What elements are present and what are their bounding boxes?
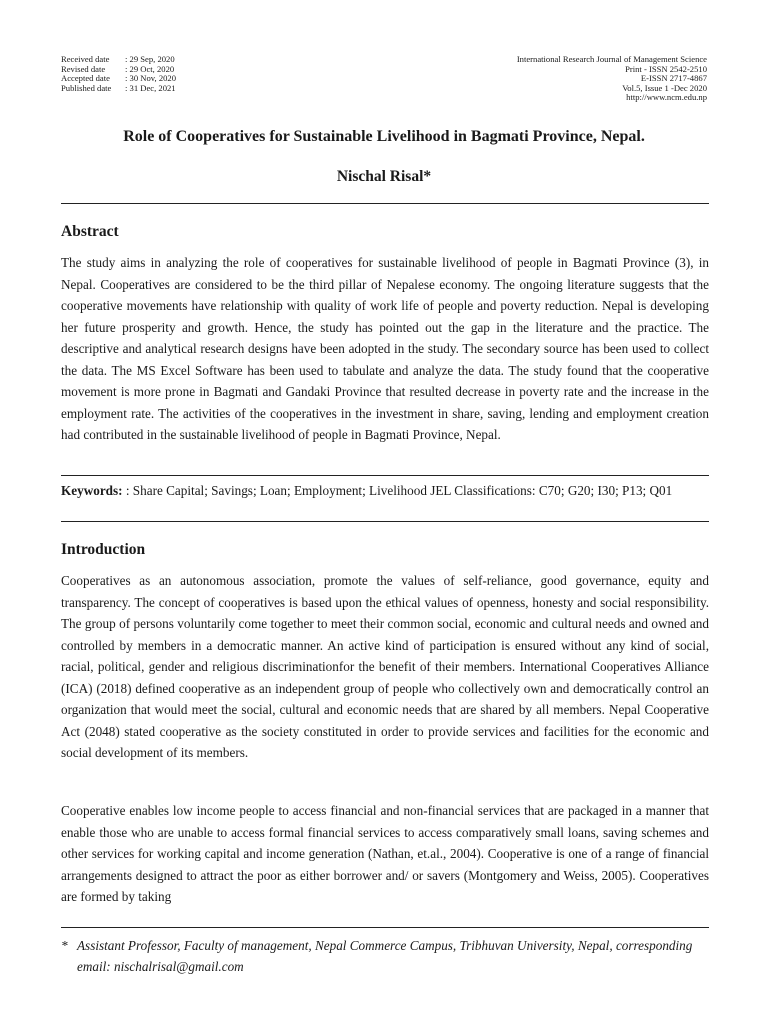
e-issn: E-ISSN 2717-4867: [640, 73, 707, 84]
introduction-heading: Introduction: [61, 541, 146, 558]
footnote-mark: *: [61, 938, 68, 953]
keywords-label: Keywords:: [61, 483, 123, 498]
print-issn: Print - ISSN 2542-2510: [625, 63, 707, 74]
keywords-bottom-rule: [61, 521, 709, 522]
footnote-divider: [61, 927, 709, 928]
accepted-date-row: Accepted date : 30 Nov, 2020: [61, 73, 177, 84]
keywords-top-rule: [61, 475, 709, 476]
journal-info: [517, 55, 707, 103]
revised-date-row: Revised date : 29 Oct, 2020: [61, 63, 175, 74]
abstract-heading: Abstract: [61, 223, 119, 240]
journal-url[interactable]: http://www.ncm.edu.np: [626, 92, 707, 103]
keywords-list: : Share Capital; Savings; Loan; Employment; Livelihood JEL Classifications: C70; G20; I30; P13; Q01: [122, 483, 673, 498]
footnote-text: Assistant Professor, Faculty of management, Nepal Commerce Campus, Tribhuvan University, Nepal, corresponding email: nischalrisal@gmail.com: [77, 938, 693, 974]
journal-name: International Research Journal of Management Science: [516, 54, 707, 64]
published-date-row: Published date : 31 Dec, 2021: [61, 82, 176, 93]
submission-dates: [61, 55, 176, 93]
title-divider: [61, 203, 709, 204]
keywords-block: [61, 480, 709, 501]
paper-title: Role of Cooperatives for Sustainable Livelihood in Bagmati Province, Nepal.: [123, 128, 645, 145]
author-name: Nischal Risal*: [336, 168, 432, 185]
author-footnote: [61, 935, 709, 977]
received-date-row: Received date : 29 Sep, 2020: [61, 54, 175, 64]
introduction-paragraph-1: Cooperatives as an autonomous association, promote the values of self-reliance, good governance, equity and transparency. The concept of cooperatives is based upon the ethical values of openness, honesty and social responsibility. The group of persons voluntarily come together to meet their common social, economic and cultural needs and owned and controlled by members in a democratic manner. An active kind of participation is ensured without any kind of social, racial, political, gender and religious discriminationfor the benefit of their members. International Cooperatives Alliance (ICA) (2018) defined cooperative as an independent group of people who collectively own and democratically control an organization that would meet the social, cultural and economic needs that are shared by all members. Nepal Cooperative Act (2048) stated cooperative as the society constituted in order to provide services and facilities for the economic and social development of its members.: [61, 573, 709, 760]
introduction-paragraph-2: Cooperative enables low income people to access financial and non-financial services that are packaged in a manner that enable those who are unable to access formal financial services to access comparatively small loans, saving schemes and other services for working capital and income generation (Nathan, et.al., 2004). Cooperative is one of a range of financial arrangements designed to attract the poor as either borrower and/ or savers (Montgomery and Weiss, 2005). Cooperatives are formed by taking: [61, 803, 709, 904]
abstract-text: The study aims in analyzing the role of cooperatives for sustainable livelihood of people in Bagmati Province (3), in Nepal. Cooperatives are considered to be the third pillar of Nepalese economy. The ongoing literature suggests that the cooperative movements have relationship with quality of work life of people and poverty reduction. Nepal is developing her future prosperity and growth. Hence, the study has pointed out the gap in the literature and the practice. The descriptive and analytical research designs have been adopted in the study. The secondary source has been used to collect the data. The MS Excel Software has been used to tabulate and analyze the data. The study found that the cooperative movement is more prone in Bagmati and Gandaki Province that resulted decrease in poverty rate and the increase in the employment rate. The activities of the cooperatives in the investment in share, saving, lending and employment creation had contributed in the sustainable livelihood of people in Bagmati Province, Nepal.: [61, 255, 709, 442]
volume-issue: Vol.5, Issue 1 -Dec 2020: [622, 82, 707, 93]
